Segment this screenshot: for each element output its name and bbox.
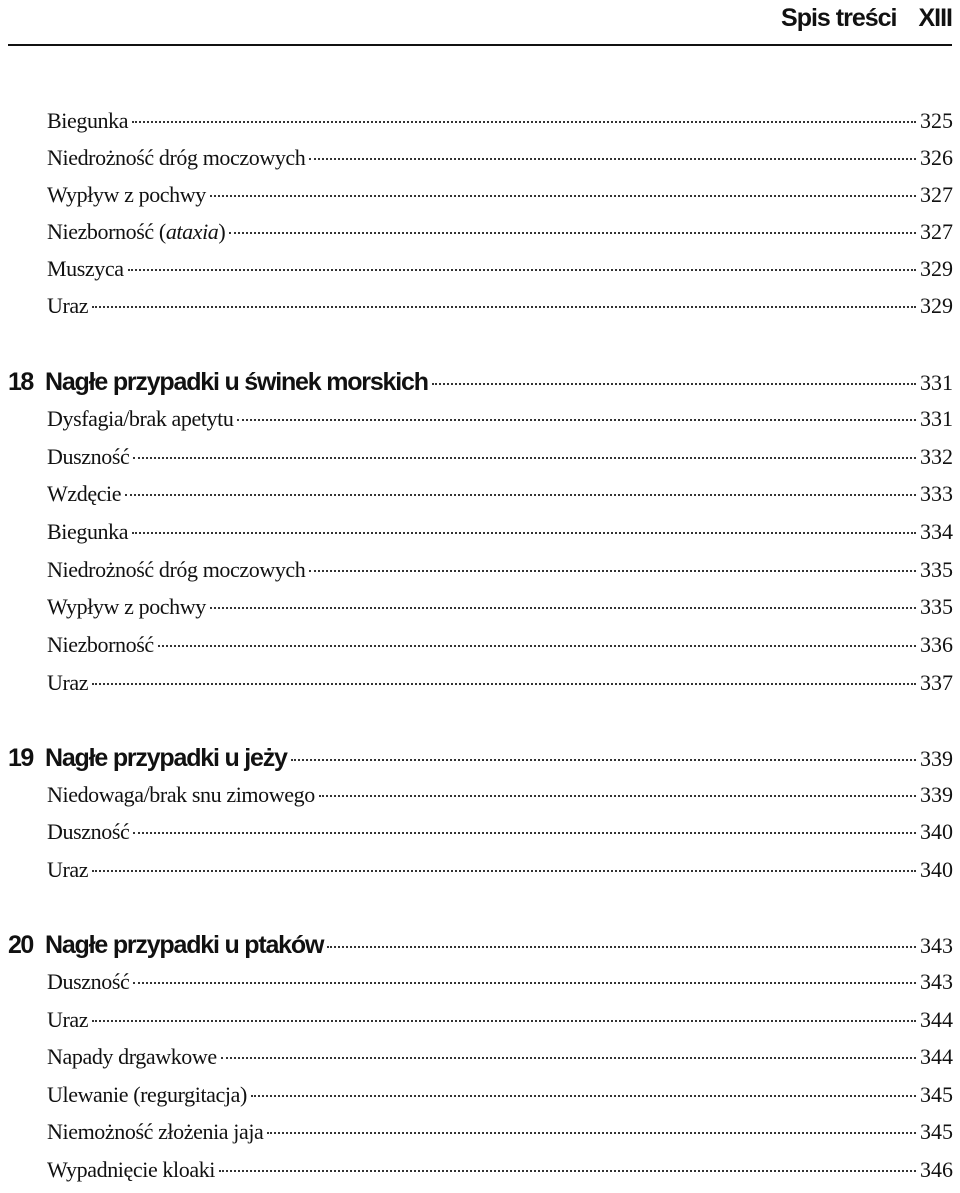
entry-page: 333 xyxy=(920,481,953,506)
entry-page: 340 xyxy=(920,819,953,844)
entry-page: 343 xyxy=(920,969,953,994)
entry-title-post: ) xyxy=(218,219,226,244)
entry-page: 329 xyxy=(920,256,953,281)
entry-page: 339 xyxy=(920,746,953,771)
section-title: Spis treści xyxy=(781,4,897,32)
entry-page: 343 xyxy=(920,933,953,958)
entry-title: Uraz xyxy=(47,293,89,318)
chapter-title: Nagłe przypadki u jeży xyxy=(45,744,287,772)
entry-title: Niezborność xyxy=(47,632,154,657)
entry-title: Uraz xyxy=(47,670,89,695)
leader-dots xyxy=(92,1020,916,1022)
leader-dots xyxy=(132,121,916,123)
leader-dots xyxy=(432,383,916,385)
header-rule xyxy=(8,44,952,46)
leader-dots xyxy=(309,570,916,572)
leader-dots xyxy=(210,195,916,197)
toc-entry[interactable] xyxy=(47,1007,953,1043)
entry-page: 345 xyxy=(920,1082,953,1107)
entry-title: Niedrożność dróg moczowych xyxy=(47,557,306,582)
entry-page: 335 xyxy=(920,557,953,582)
entry-title: Niemożność złożenia jaja xyxy=(47,1119,264,1144)
entry-page: 345 xyxy=(920,1119,953,1144)
entry-title xyxy=(47,219,225,245)
entry-page: 340 xyxy=(920,857,953,882)
entry-title: Muszyca xyxy=(47,256,124,281)
leader-dots xyxy=(327,946,916,948)
entry-title-pre: Niezborność ( xyxy=(47,219,166,244)
chapter-number: 19 xyxy=(8,744,33,772)
entry-title: Niedrożność dróg moczowych xyxy=(47,145,306,170)
toc-entry[interactable] xyxy=(47,782,953,818)
toc-entry[interactable] xyxy=(47,1082,953,1118)
entry-page: 346 xyxy=(920,1157,953,1182)
entry-title: Ulewanie (regurgitacja) xyxy=(47,1082,247,1107)
toc-entry[interactable] xyxy=(47,256,953,292)
leader-dots xyxy=(251,1095,916,1097)
entry-title: Duszność xyxy=(47,444,130,469)
entry-page: 331 xyxy=(920,406,953,431)
toc-entry[interactable] xyxy=(47,145,953,181)
leader-dots xyxy=(309,158,916,160)
entry-title: Biegunka xyxy=(47,108,129,133)
entry-page: 325 xyxy=(920,108,953,133)
entry-title: Duszność xyxy=(47,819,130,844)
leader-dots xyxy=(133,982,916,984)
leader-dots xyxy=(229,232,916,234)
entry-title: Dysfagia/brak apetytu xyxy=(47,406,234,431)
toc-entry[interactable] xyxy=(47,632,953,668)
entry-page: 344 xyxy=(920,1007,953,1032)
page-header xyxy=(0,0,960,48)
toc-entry[interactable] xyxy=(47,969,953,1005)
chapter-title: Nagłe przypadki u świnek morskich xyxy=(45,368,428,396)
entry-page: 339 xyxy=(920,782,953,807)
entry-page: 326 xyxy=(920,145,953,170)
leader-dots xyxy=(92,306,916,308)
entry-page: 329 xyxy=(920,293,953,318)
entry-title: Duszność xyxy=(47,969,130,994)
entry-title: Wypadnięcie kloaki xyxy=(47,1157,216,1182)
entry-title: Wypływ z pochwy xyxy=(47,594,206,619)
leader-dots xyxy=(133,457,916,459)
chapter-heading-18[interactable] xyxy=(8,368,953,404)
entry-title-italic: ataxia xyxy=(165,219,219,244)
chapter-number: 20 xyxy=(8,931,33,959)
toc-entry[interactable] xyxy=(47,406,953,442)
running-head xyxy=(781,4,952,33)
leader-dots xyxy=(267,1132,916,1134)
toc-entry[interactable] xyxy=(47,481,953,517)
page-number-roman: XIII xyxy=(918,4,952,32)
leader-dots xyxy=(92,870,916,872)
leader-dots xyxy=(210,607,916,609)
toc-entry[interactable] xyxy=(47,1119,953,1155)
leader-dots xyxy=(237,419,916,421)
entry-title: Wzdęcie xyxy=(47,481,122,506)
entry-title: Biegunka xyxy=(47,519,129,544)
leader-dots xyxy=(128,269,916,271)
chapter-title: Nagłe przypadki u ptaków xyxy=(45,931,324,959)
toc-entry[interactable] xyxy=(47,819,953,855)
entry-page: 335 xyxy=(920,594,953,619)
entry-page: 327 xyxy=(920,219,953,244)
entry-page: 344 xyxy=(920,1044,953,1069)
toc-entry[interactable] xyxy=(47,670,953,706)
chapter-number: 18 xyxy=(8,368,33,396)
entry-page: 331 xyxy=(920,370,953,395)
entry-title: Napady drgawkowe xyxy=(47,1044,217,1069)
entry-page: 334 xyxy=(920,519,953,544)
toc-entry[interactable] xyxy=(47,293,953,329)
entry-page: 337 xyxy=(920,670,953,695)
leader-dots xyxy=(133,832,916,834)
chapter-heading-20[interactable] xyxy=(8,931,953,967)
entry-page: 332 xyxy=(920,444,953,469)
leader-dots xyxy=(219,1170,916,1172)
chapter-heading-19[interactable] xyxy=(8,744,953,780)
toc-entry[interactable] xyxy=(47,444,953,480)
entry-page: 336 xyxy=(920,632,953,657)
leader-dots xyxy=(291,759,916,761)
leader-dots xyxy=(221,1057,916,1059)
toc-entry[interactable] xyxy=(47,594,953,630)
leader-dots xyxy=(158,645,916,647)
toc-entry[interactable] xyxy=(47,1157,953,1193)
toc-entry[interactable] xyxy=(47,519,953,555)
leader-dots xyxy=(125,494,916,496)
leader-dots xyxy=(92,683,916,685)
entry-title: Uraz xyxy=(47,857,89,882)
entry-title: Uraz xyxy=(47,1007,89,1032)
toc-entry[interactable] xyxy=(47,1044,953,1080)
entry-title: Wypływ z pochwy xyxy=(47,182,206,207)
entry-page: 327 xyxy=(920,182,953,207)
leader-dots xyxy=(319,795,916,797)
leader-dots xyxy=(132,532,916,534)
toc-entry[interactable] xyxy=(47,219,953,255)
toc-entry[interactable] xyxy=(47,182,953,218)
toc-entry[interactable] xyxy=(47,857,953,893)
toc-entry[interactable] xyxy=(47,557,953,593)
entry-title: Niedowaga/brak snu zimowego xyxy=(47,782,315,807)
toc-entry[interactable] xyxy=(47,108,953,144)
